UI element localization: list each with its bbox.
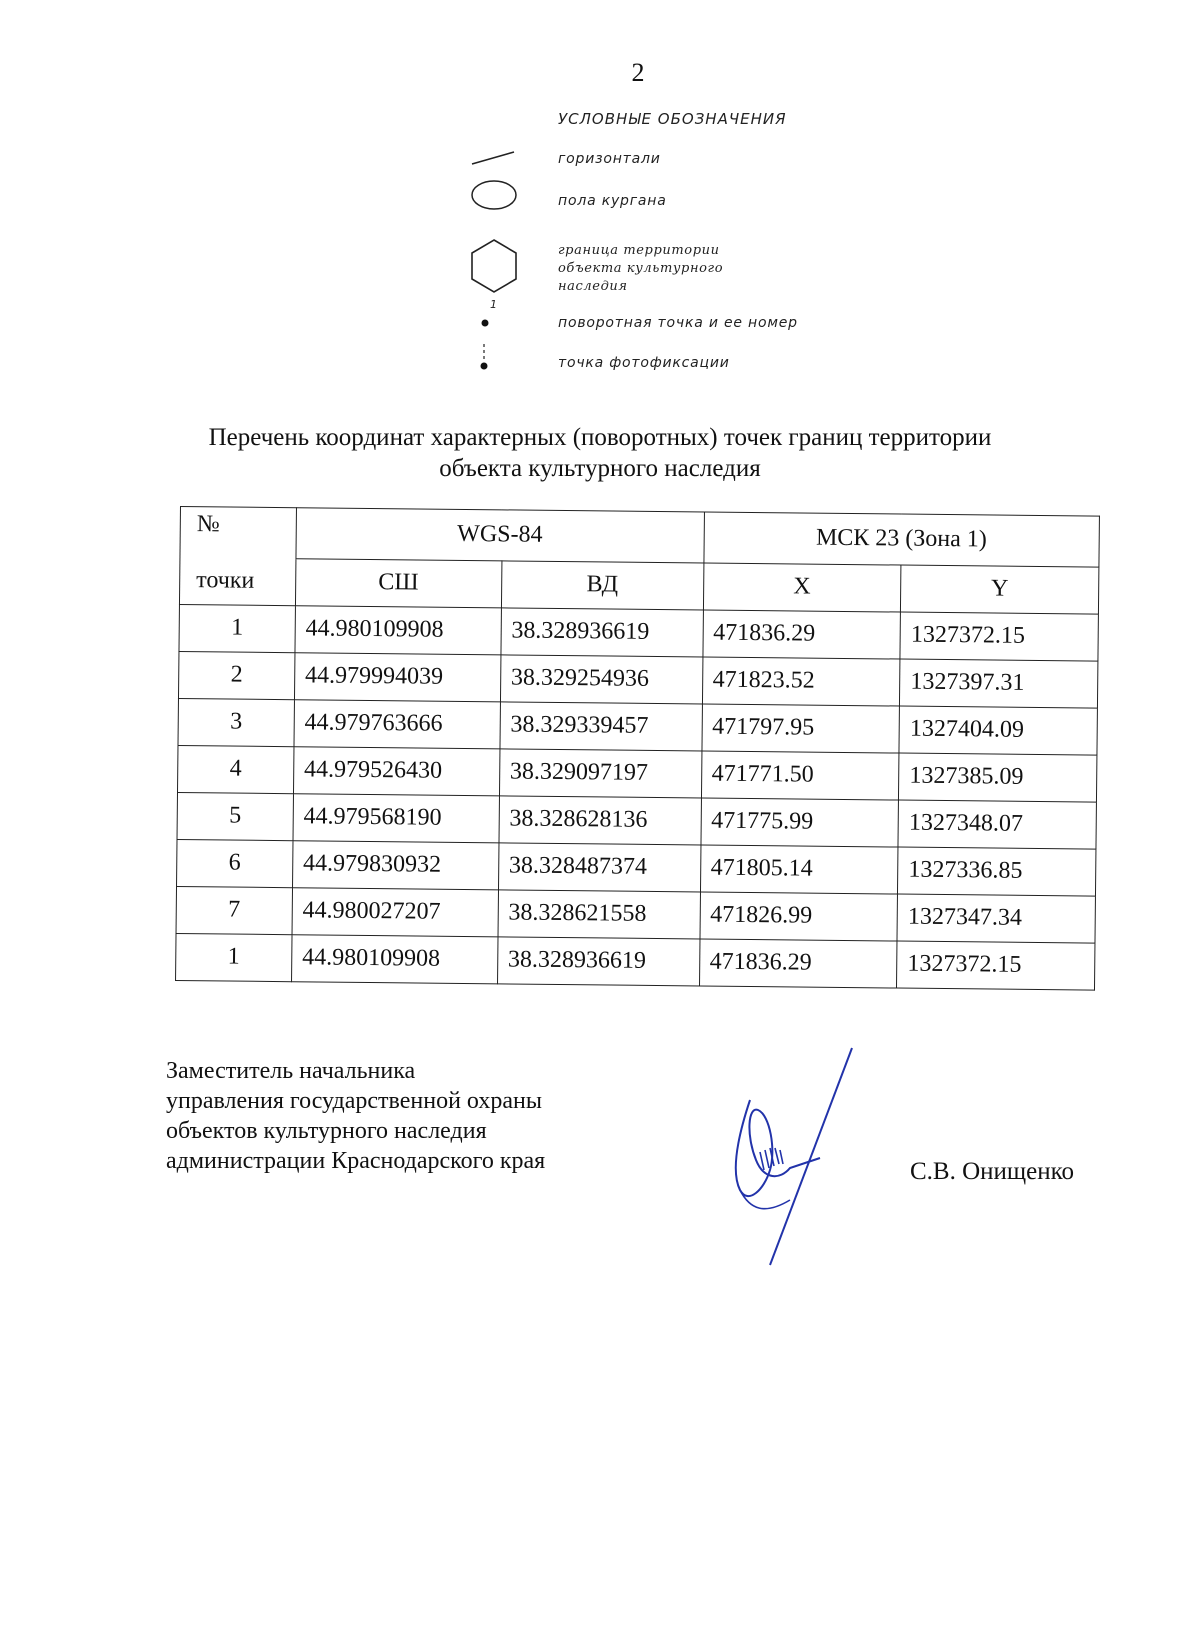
- header-no: №: [180, 507, 296, 559]
- cell-y: 1327336.85: [898, 847, 1096, 896]
- coordinates-table: [175, 506, 1100, 990]
- legend-label-photo-point: точка фотофиксации: [558, 355, 730, 371]
- signer-position-line: объектов культурного наследия: [166, 1118, 487, 1144]
- legend-item-photo-point: [470, 340, 890, 380]
- legend-item-turning-point: [470, 298, 890, 338]
- cell-lat: 44.979568190: [293, 793, 499, 842]
- cell-lat: 44.980027207: [292, 887, 498, 936]
- cell-point-no: 1: [179, 604, 295, 652]
- cell-y: 1327404.09: [899, 706, 1097, 755]
- legend-item-mound: [470, 178, 890, 218]
- signature-image: [730, 1040, 880, 1270]
- signer-position: [166, 1056, 545, 1176]
- signer-name: С.В. Онищенко: [910, 1158, 1075, 1185]
- legend-title: УСЛОВНЫЕ ОБОЗНАЧЕНИЯ: [558, 110, 787, 128]
- cell-y: 1327347.34: [897, 894, 1095, 943]
- point-dot-icon: [470, 298, 550, 338]
- cell-x: 471836.29: [699, 938, 897, 987]
- page-number: 2: [631, 58, 645, 87]
- header-point: точки: [179, 557, 295, 605]
- cell-x: 471823.52: [702, 656, 900, 705]
- cell-lon: 38.328628136: [499, 795, 701, 844]
- heading-line: объекта культурного наследия: [439, 455, 761, 482]
- header-wgs84: WGS-84: [296, 508, 704, 563]
- point-number-label: 1: [490, 298, 497, 311]
- header-lon: ВД: [501, 560, 703, 609]
- header-x: X: [703, 562, 901, 611]
- header-y: Y: [901, 565, 1099, 614]
- cell-lat: 44.979526430: [293, 746, 499, 795]
- cell-x: 471797.95: [701, 703, 899, 752]
- header-lat: СШ: [295, 558, 501, 607]
- cell-x: 471836.29: [702, 609, 900, 658]
- cell-point-no: 4: [178, 745, 294, 793]
- cell-y: 1327385.09: [899, 753, 1097, 802]
- legend-label-line: наследия: [558, 279, 628, 294]
- cell-y: 1327372.15: [897, 941, 1095, 990]
- cell-lat: 44.979994039: [294, 652, 500, 701]
- legend-label-line: граница территории: [558, 243, 720, 258]
- cell-y: 1327397.31: [900, 659, 1098, 708]
- hexagon-icon: [470, 236, 550, 306]
- cell-lon: 38.329097197: [499, 748, 701, 797]
- cell-point-no: 2: [178, 651, 294, 699]
- cell-y: 1327348.07: [898, 800, 1096, 849]
- cell-lat: 44.979763666: [294, 699, 500, 748]
- cell-lon: 38.328936619: [497, 936, 699, 985]
- cell-x: 471775.99: [700, 797, 898, 846]
- table-row: [176, 933, 1095, 990]
- legend-label-boundary: [558, 242, 788, 296]
- cell-x: 471826.99: [699, 891, 897, 940]
- cell-x: 471771.50: [701, 750, 899, 799]
- cell-lat: 44.979830932: [292, 840, 498, 889]
- coordinates-heading: [150, 422, 1050, 484]
- legend-label-turning-point: поворотная точка и ее номер: [558, 315, 798, 331]
- cell-lon: 38.328487374: [498, 842, 700, 891]
- signer-position-line: управления государственной охраны: [166, 1088, 542, 1114]
- cell-point-no: 7: [176, 886, 292, 934]
- cell-point-no: 5: [177, 792, 293, 840]
- cell-lon: 38.329339457: [500, 701, 702, 750]
- cell-x: 471805.14: [700, 844, 898, 893]
- legend-label-contour: горизонтали: [558, 151, 661, 167]
- ellipse-icon: [470, 178, 550, 218]
- contour-line-icon: [470, 146, 550, 176]
- photo-point-icon: [470, 340, 550, 380]
- cell-lon: 38.329254936: [500, 654, 702, 703]
- cell-point-no: 6: [177, 839, 293, 887]
- cell-lon: 38.328936619: [501, 607, 703, 656]
- legend-item-boundary: [470, 236, 890, 306]
- cell-point-no: 3: [178, 698, 294, 746]
- header-msk23: МСК 23 (Зона 1): [703, 512, 1099, 567]
- legend-label-line: объекта культурного: [558, 261, 724, 276]
- cell-y: 1327372.15: [900, 612, 1098, 661]
- cell-lat: 44.980109908: [295, 605, 501, 654]
- heading-line: Перечень координат характерных (поворотных) точек границ территории: [208, 424, 992, 451]
- cell-lat: 44.980109908: [291, 934, 497, 983]
- legend-label-mound: пола кургана: [558, 193, 667, 209]
- signer-position-line: Заместитель начальника: [166, 1058, 416, 1084]
- signer-position-line: администрации Краснодарского края: [166, 1148, 546, 1174]
- cell-point-no: 1: [176, 933, 292, 981]
- cell-lon: 38.328621558: [498, 889, 700, 938]
